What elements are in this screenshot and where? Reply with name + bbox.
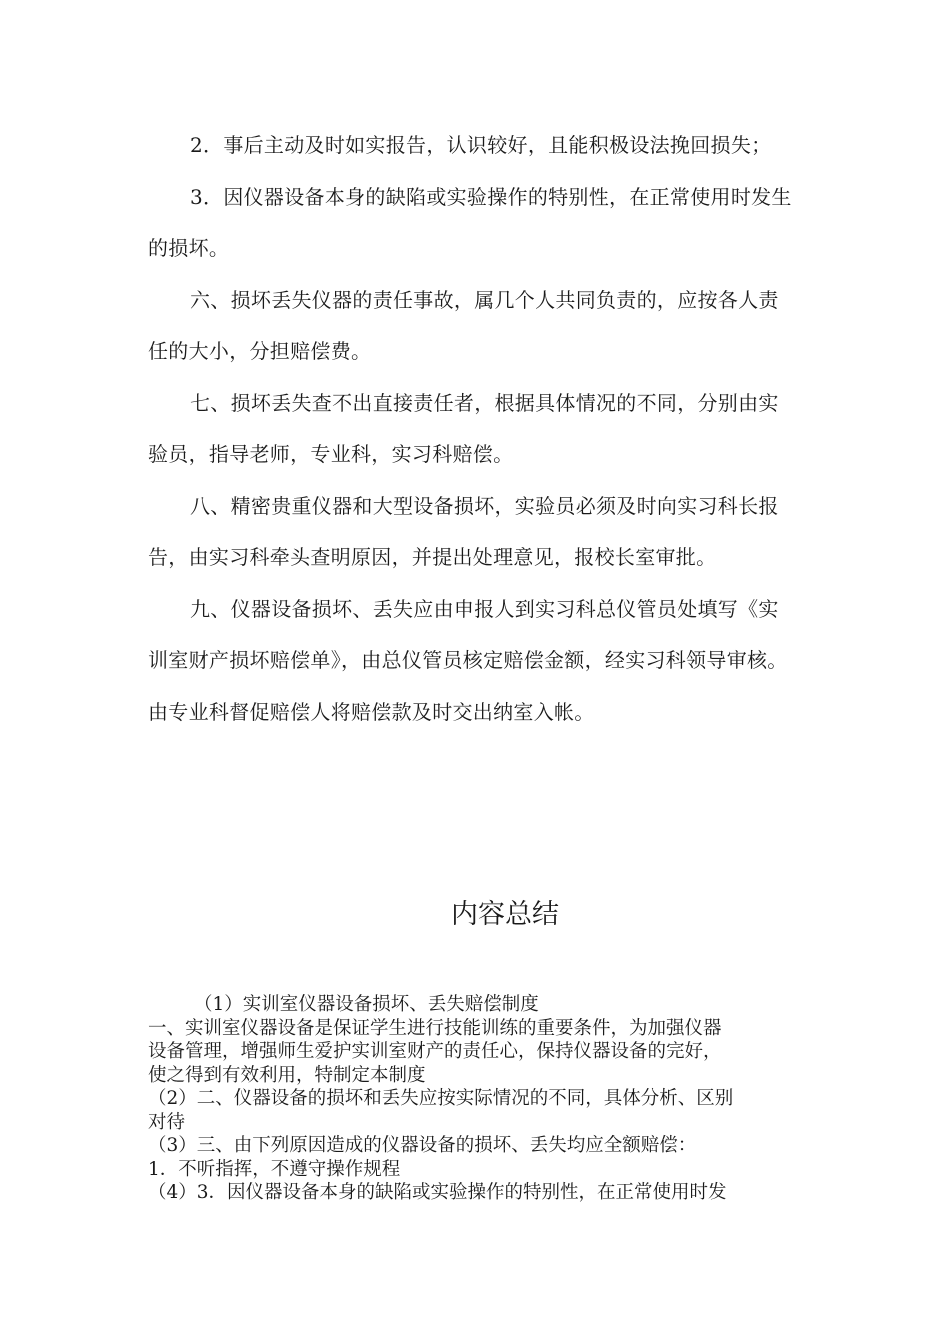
summary-line: 使之得到有效利用，特制定本制度 xyxy=(148,1064,426,1086)
summary-line: （2）二、仪器设备的损坏和丢失应按实际情况的不同，具体分析、区别 xyxy=(148,1088,734,1109)
summary-line: （4）3．因仪器设备本身的缺陷或实验操作的特别性，在正常使用时发 xyxy=(148,1182,727,1203)
paragraph-item-3: 3．因仪器设备本身的缺陷或实验操作的特别性，在正常使用时发生的损坏。 xyxy=(148,184,792,260)
paragraph-article-8: 八、精密贵重仪器和大型设备损坏，实验员必须及时向实习科长报告，由实习科牵头查明原因，并提出处理意见，报校长室审批。 xyxy=(148,493,779,569)
summary-line: （3）三、由下列原因造成的仪器设备的损坏、丢失均应全额赔偿： xyxy=(148,1135,697,1156)
summary-line: （1）实训室仪器设备损坏、丢失赔偿制度 xyxy=(194,994,539,1015)
paragraph-article-7: 七、损坏丢失查不出直接责任者，根据具体情况的不同，分别由实验员，指导老师，专业科，实习科赔偿。 xyxy=(148,390,779,466)
summary-line: 一、实训室仪器设备是保证学生进行技能训练的重要条件，为加强仪器 xyxy=(148,1017,722,1039)
summary-line: 对待 xyxy=(148,1111,186,1133)
body-text xyxy=(148,120,798,738)
summary-line: 1．不听指挥，不遵守操作规程 xyxy=(148,1158,401,1180)
summary-line: 设备管理，增强师生爱护实训室财产的责任心，保持仪器设备的完好， xyxy=(148,1041,722,1062)
paragraph-item-2: 2．事后主动及时如实报告，认识较好，且能积极设法挽回损失； xyxy=(190,133,772,157)
paragraph-article-6: 六、损坏丢失仪器的责任事故，属几个人共同负责的，应按各人责任的大小，分担赔偿费。 xyxy=(148,287,779,363)
paragraph-article-9: 九、仪器设备损坏、丢失应由申报人到实习科总仪管员处填写《实训室财产损坏赔偿单》，由总仪管员核定赔偿金额，经实习科领导审核。由专业科督促赔偿人将赔偿款及时交出纳室入帐。 xyxy=(148,596,788,724)
summary-title: 内容总结 xyxy=(451,899,559,930)
summary-section xyxy=(148,993,808,1205)
